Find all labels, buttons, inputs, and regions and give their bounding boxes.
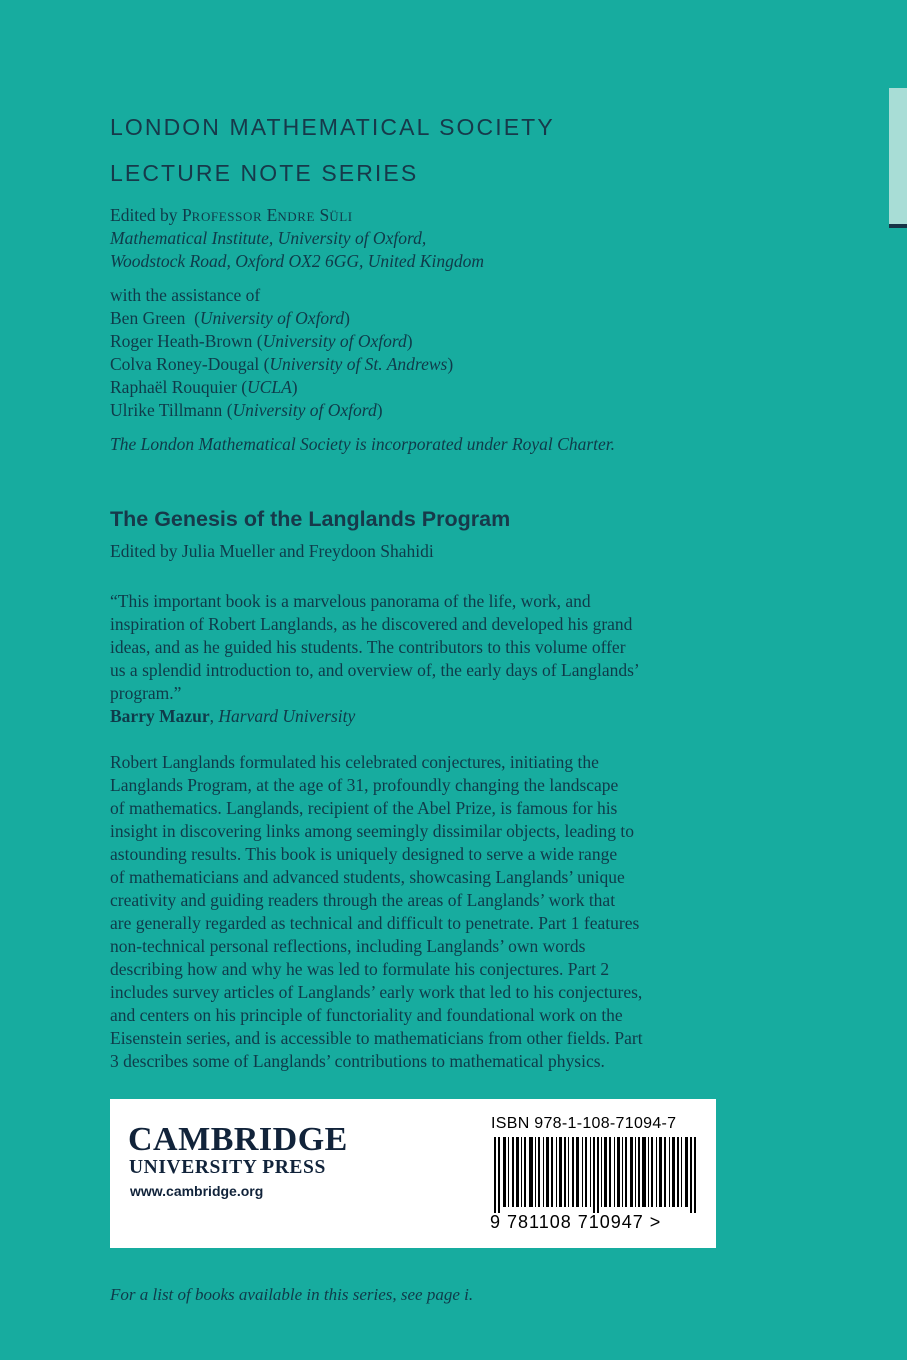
description-line: 3 describes some of Langlands’ contributions to mathematical physics. [110, 1051, 605, 1071]
series-title-line1: LONDON MATHEMATICAL SOCIETY [110, 114, 555, 140]
description-line: astounding results. This book is uniquely designed to serve a wide range [110, 844, 618, 864]
assistant-row: Ulrike Tillmann (University of Oxford) [110, 400, 383, 420]
quote-line: us a splendid introduction to, and overview of, the early days of Langlands’ [110, 660, 640, 680]
assistant-row: Ben Green (University of Oxford) [110, 308, 350, 328]
description-line: Langlands Program, at the age of 31, profoundly changing the landscape [110, 775, 619, 795]
book-description [110, 751, 730, 1073]
endorsement-quote [110, 590, 730, 728]
description-line: Eisenstein series, and is accessible to mathematicians from other fields. Part [110, 1028, 643, 1048]
quote-attribution: Barry Mazur, Harvard University [110, 706, 356, 726]
assistant-row: Colva Roney-Dougal (University of St. Andrews) [110, 354, 454, 374]
royal-charter-note: The London Mathematical Society is incorporated under Royal Charter. [110, 434, 616, 454]
description-line: includes survey articles of Langlands’ early work that led to his conjectures, [110, 982, 643, 1002]
publisher-logo-name: CAMBRIDGE [128, 1121, 348, 1158]
book-editors: Edited by Julia Mueller and Freydoon Shahidi [110, 541, 434, 561]
quote-line: program.” [110, 683, 182, 703]
description-line: are generally regarded as technical and difficult to penetrate. Part 1 features [110, 913, 640, 933]
description-line: describing how and why he was led to formulate his conjectures. Part 2 [110, 959, 610, 979]
quote-line: “This important book is a marvelous panorama of the life, work, and [110, 591, 591, 611]
spine-tab [889, 88, 907, 228]
series-title-line2: LECTURE NOTE SERIES [110, 160, 419, 186]
description-line: and centers on his principle of functoriality and foundational work on the [110, 1005, 623, 1025]
editor-affiliation-2: Woodstock Road, Oxford OX2 6GG, United Kingdom [110, 251, 484, 271]
description-line: Robert Langlands formulated his celebrated conjectures, initiating the [110, 752, 599, 772]
book-title: The Genesis of the Langlands Program [110, 507, 511, 531]
description-line: insight in discovering links among seemingly dissimilar objects, leading to [110, 821, 634, 841]
editor-affiliation-1: Mathematical Institute, University of Oxford, [110, 228, 427, 248]
publisher-panel [110, 1099, 716, 1248]
description-line: creativity and guiding readers through the areas of Langlands’ work that [110, 890, 616, 910]
quote-line: inspiration of Robert Langlands, as he discovered and developed his grand [110, 614, 633, 634]
assistant-row: Roger Heath-Brown (University of Oxford) [110, 331, 413, 351]
description-line: of mathematicians and advanced students, showcasing Langlands’ unique [110, 867, 625, 887]
publisher-logo-press: UNIVERSITY PRESS [129, 1157, 326, 1178]
barcode-digits: 9 781108 710947 > [490, 1212, 662, 1232]
barcode-icon [494, 1137, 704, 1213]
publisher-website: www.cambridge.org [130, 1183, 264, 1199]
description-line: non-technical personal reflections, including Langlands’ own words [110, 936, 586, 956]
editor-line: Edited by PROFESSOR ENDRE SÜLI [110, 205, 353, 225]
assistance-intro: with the assistance of [110, 285, 261, 305]
description-line: of mathematics. Langlands, recipient of the Abel Prize, is famous for his [110, 798, 618, 818]
assistant-row: Raphaël Rouquier (UCLA) [110, 377, 298, 397]
quote-line: ideas, and as he guided his students. The contributors to this volume offer [110, 637, 626, 657]
isbn-label: ISBN 978-1-108-71094-7 [491, 1115, 677, 1132]
series-list-note: For a list of books available in this series, see page i. [110, 1285, 474, 1304]
